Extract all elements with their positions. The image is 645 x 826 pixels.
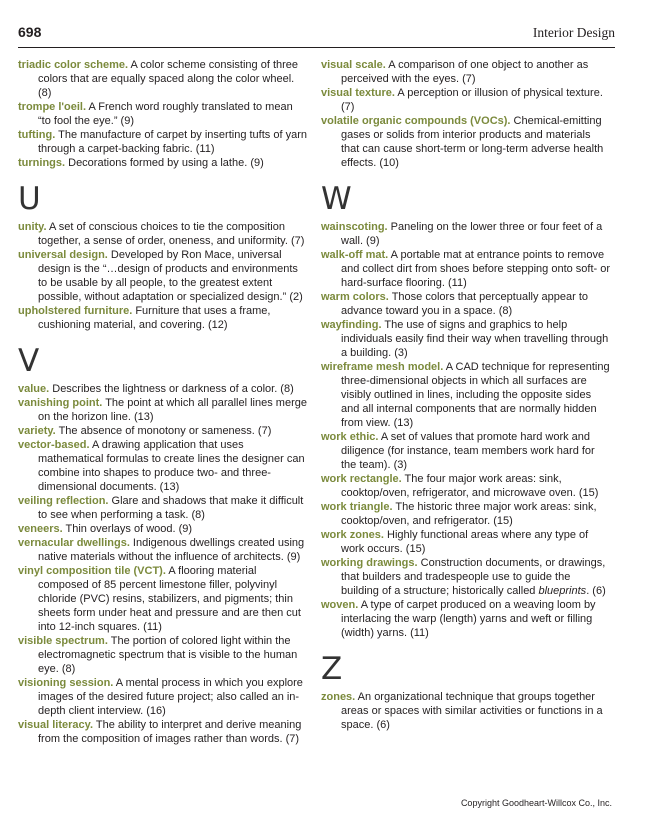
glossary-definition: The portion of colored light within the electromagnetic spectrum that is visible to the human eye. (8) [38,635,298,675]
glossary-term: tufting. [18,129,56,141]
glossary-definition: Indigenous dwellings created using native materials without the influence of architects. (9) [38,537,305,563]
glossary-term: work zones. [321,529,384,541]
page-number: 698 [18,24,42,40]
glossary-entry-wainscoting [321,220,611,248]
glossary-entry-visual-literacy [18,718,308,746]
glossary-term: wayfinding. [321,319,382,331]
glossary-term: working drawings. [321,557,418,569]
glossary-entry-work-ethic [321,430,611,472]
glossary-entry-triadic-color-scheme [18,58,308,100]
glossary-definition: The use of signs and graphics to help individuals easily find their way when travelling through a building. (3) [341,319,609,359]
glossary-left-column [18,58,308,746]
glossary-term: veneers. [18,523,63,535]
glossary-entry-tufting [18,128,308,156]
header-rule [18,47,615,48]
glossary-entry-visioning-session [18,676,308,718]
glossary-entry-work-rectangle [321,472,611,500]
glossary-term: work triangle. [321,501,393,513]
glossary-italic-term: blueprints [538,585,587,597]
glossary-definition: A set of conscious choices to tie the composition together, a sense of order, oneness, and uniformity. (7) [38,221,305,247]
glossary-definition: Furniture that uses a frame, cushioning material, and covering. (12) [38,305,271,331]
section-letter-v: V [18,343,40,379]
glossary-definition: The ability to interpret and derive meaning from the composition of images rather than words. (7) [38,719,302,745]
glossary-definition: Glare and shadows that make it difficult to see when performing a task. (8) [38,495,304,521]
glossary-definition: A CAD technique for representing three-dimensional objects in which all surfaces are visibly outlined in lines, including the opposite sides and all internal components that are normally hidden from view. (13) [341,361,610,429]
glossary-entry-walk-off-mat [321,248,611,290]
glossary-entry-wireframe-mesh-model [321,360,611,430]
glossary-definition: A drawing application that uses mathematical formulas to create lines the designer can combine into shapes to produce two- and three-dimensional documents. (13) [38,439,305,493]
section-letter-z: Z [321,651,343,687]
glossary-entry-value [18,382,308,396]
glossary-entry-vanishing-point [18,396,308,424]
glossary-entry-upholstered-furniture [18,304,308,332]
glossary-entry-trompe-l-oeil [18,100,308,128]
glossary-definition: The historic three major work areas: sink, cooktop/oven, and refrigerator. (15) [341,501,597,527]
glossary-term: work rectangle. [321,473,402,485]
glossary-term: turnings. [18,157,66,169]
glossary-entry-working-drawings [321,556,611,598]
glossary-definition: Highly functional areas where any type of work occurs. (15) [341,529,589,555]
glossary-term: upholstered furniture. [18,305,133,317]
glossary-entry-vector-based [18,438,308,494]
page-header [18,22,615,46]
copyright-footer: Copyright Goodheart-Willcox Co., Inc. [460,798,612,808]
glossary-right-column [321,58,611,732]
glossary-term: universal design. [18,249,108,261]
glossary-entry-universal-design [18,248,308,304]
glossary-definition: A comparison of one object to another as perceived with the eyes. (7) [341,59,589,85]
glossary-entry-veneers [18,522,308,536]
glossary-term: visible spectrum. [18,635,108,647]
glossary-term: volatile organic compounds (VOCs). [321,115,511,127]
glossary-definition: Describes the lightness or darkness of a color. (8) [49,383,294,395]
glossary-entry-warm-colors [321,290,611,318]
glossary-entry-vernacular-dwellings [18,536,308,564]
glossary-definition: The absence of monotony or sameness. (7) [55,425,272,437]
glossary-entry-visual-texture [321,86,611,114]
glossary-entry-work-zones [321,528,611,556]
glossary-definition: A flooring material composed of 85 percent limestone filler, polyvinyl chloride (PVC) resins, stabilizers, and pigments; thin sheets form under heat and pressure and are then cut into 12-inch squares. (11) [38,565,301,633]
glossary-definition: A perception or illusion of physical texture. (7) [341,87,603,113]
glossary-term: work ethic. [321,431,379,443]
glossary-definition: Developed by Ron Mace, universal design is the “…design of products and environments to be usable by all people, to the greatest extent possible, without adaptation or specialized design.” (2) [38,249,303,303]
glossary-definition: A mental process in which you explore images of the desired future project; also called an in-depth client interview. (16) [38,677,303,717]
glossary-entry-visual-scale [321,58,611,86]
glossary-definition: The four major work areas: sink, cooktop/oven, refrigerator, and microwave oven. (15) [341,473,599,499]
glossary-entry-turnings [18,156,308,170]
glossary-entry-variety [18,424,308,438]
glossary-entry-work-triangle [321,500,611,528]
glossary-definition: Construction documents, or drawings, that builders and tradespeople use to guide the building of a structure; historically called [341,557,606,597]
glossary-definition: A portable mat at entrance points to remove and collect dirt from shoes before stepping onto soft- or hard-surface flooring. (11) [341,249,611,289]
glossary-definition: Chemical-emitting gases or solids from interior products and materials that can cause short-term or long-term adverse health effects. (10) [341,115,604,169]
glossary-entry-veiling-reflection [18,494,308,522]
glossary-definition: An organizational technique that groups together areas or spaces with similar activities or functions in a space. (6) [341,691,603,731]
glossary-term: vanishing point. [18,397,103,409]
glossary-term: veiling reflection. [18,495,109,507]
glossary-term: trompe l'oeil. [18,101,87,113]
glossary-definition: Paneling on the lower three or four feet of a wall. (9) [341,221,603,247]
glossary-term: zones. [321,691,356,703]
glossary-term: woven. [321,599,359,611]
glossary-term: value. [18,383,50,395]
glossary-term: visual texture. [321,87,395,99]
glossary-term: unity. [18,221,47,233]
glossary-definition: Those colors that perceptually appear to advance toward you in a space. (8) [341,291,588,317]
glossary-entry-visible-spectrum [18,634,308,676]
section-letter-w: W [321,181,352,217]
glossary-entry-zones [321,690,611,732]
glossary-entry-unity [18,220,308,248]
glossary-term: vinyl composition tile (VCT). [18,565,166,577]
glossary-term: walk-off mat. [321,249,389,261]
glossary-entry-vinyl-composition-tile-vct [18,564,308,634]
glossary-definition: The point at which all parallel lines merge on the horizon line. (13) [38,397,307,423]
glossary-entry-woven [321,598,611,640]
glossary-definition: A type of carpet produced on a weaving loom by interlacing the warp (length) yarns and weft or filling (width) yarns. (11) [341,599,596,639]
glossary-term: variety. [18,425,56,437]
glossary-definition: Decorations formed by using a lathe. (9) [65,157,264,169]
glossary-term: vector-based. [18,439,90,451]
glossary-term: visual scale. [321,59,386,71]
glossary-term: visioning session. [18,677,114,689]
glossary-definition: Thin overlays of wood. (9) [62,523,193,535]
glossary-definition: The manufacture of carpet by inserting tufts of yarn through a carpet-backing fabric. (11) [38,129,307,155]
glossary-definition: A French word roughly translated to mean “to fool the eye.” (9) [38,101,293,127]
glossary-term: wireframe mesh model. [321,361,444,373]
glossary-definition: A set of values that promote hard work and diligence (for instance, team members work hard for the team). (3) [341,431,595,471]
glossary-term: triadic color scheme. [18,59,129,71]
section-title: Interior Design [532,25,615,40]
glossary-entry-volatile-organic-compounds-vocs [321,114,611,170]
glossary-term: warm colors. [321,291,389,303]
glossary-term: visual literacy. [18,719,94,731]
glossary-entry-wayfinding [321,318,611,360]
glossary-term: vernacular dwellings. [18,537,130,549]
glossary-term: wainscoting. [321,221,388,233]
section-letter-u: U [18,181,41,217]
glossary-definition-tail: . (6) [586,585,606,597]
glossary-definition: A color scheme consisting of three colors that are equally spaced along the color wheel. (8) [38,59,299,99]
